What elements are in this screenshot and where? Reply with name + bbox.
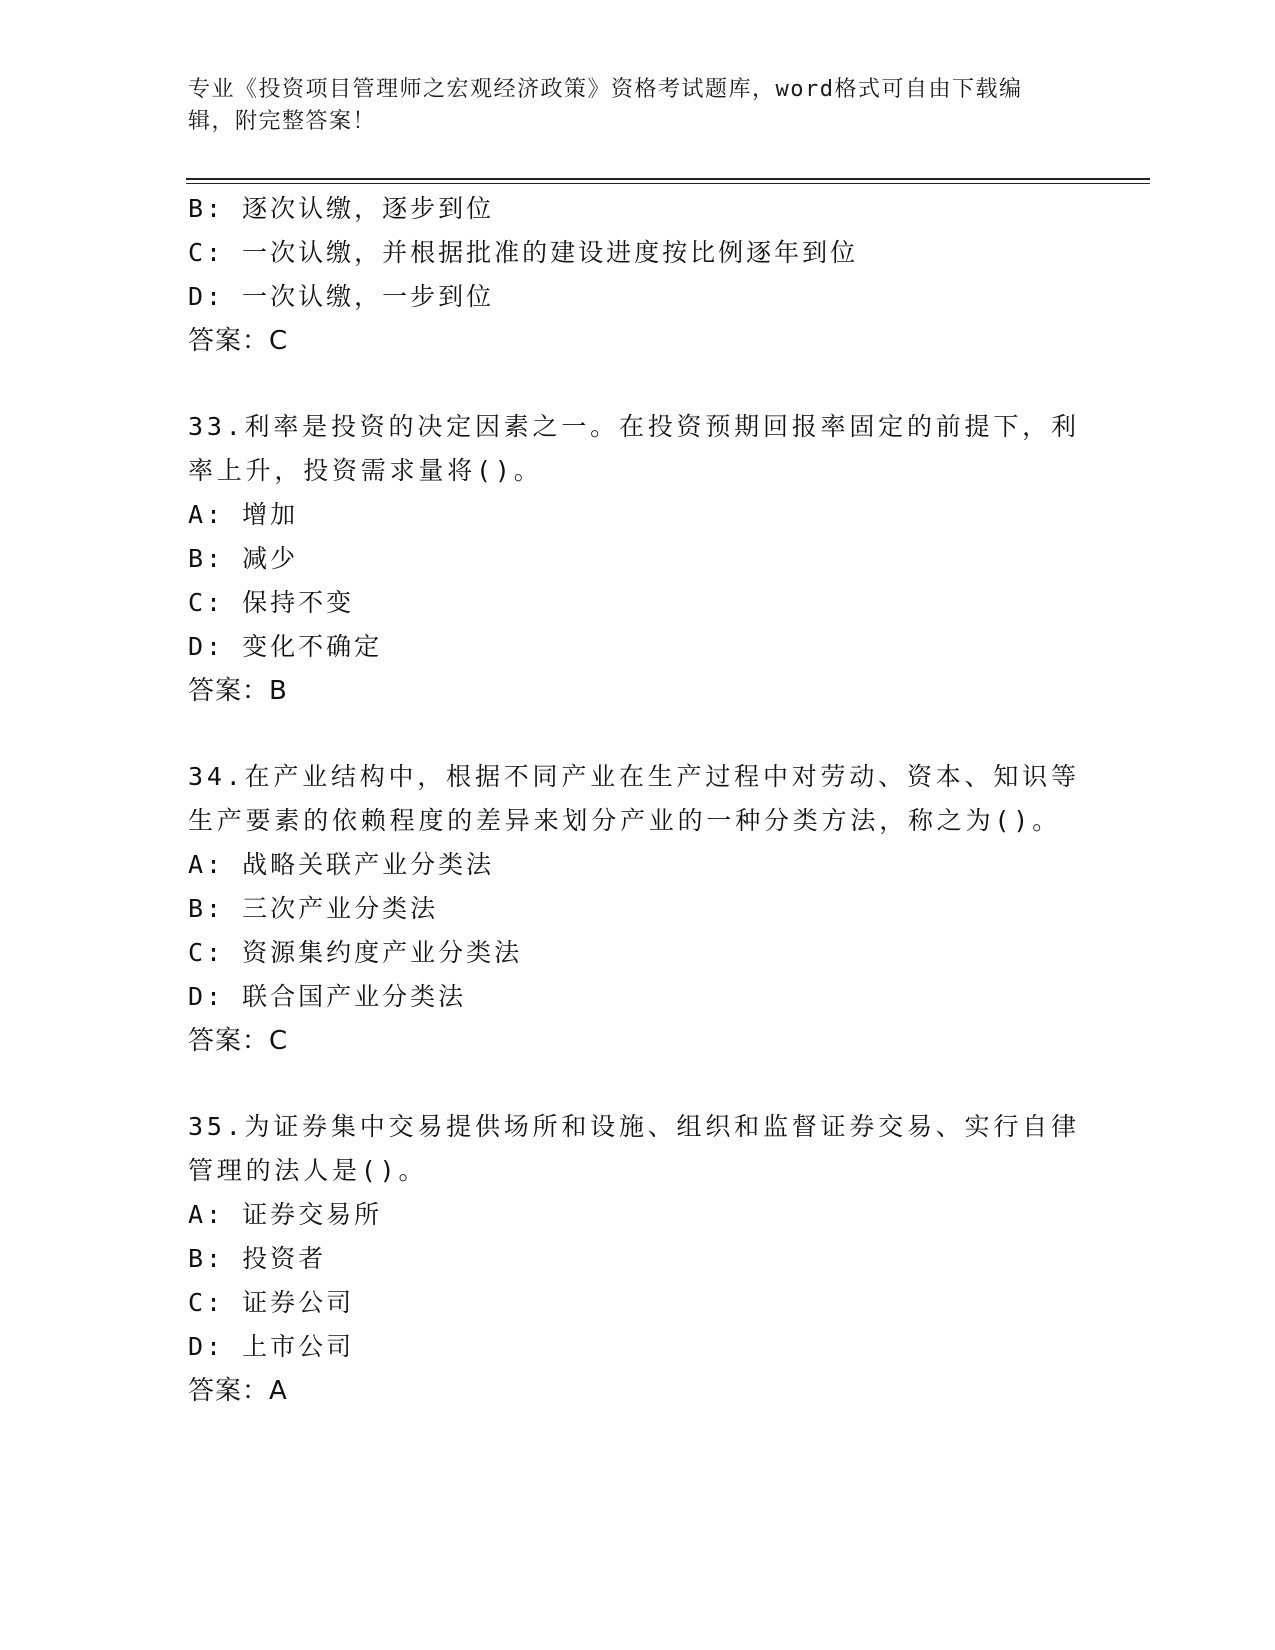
option-c: C: 一次认缴，并根据批准的建设进度按比例逐年到位: [188, 238, 859, 267]
question-35-option-a: A: 证券交易所: [188, 1200, 383, 1229]
header-divider-thick: [186, 178, 1150, 180]
question-33-text-line-1: 33.利率是投资的决定因素之一。在投资预期回报率固定的前提下，利: [188, 412, 1080, 441]
question-35-option-b: B: 投资者: [188, 1244, 327, 1273]
question-34-text-line-2: 生产要素的依赖程度的差异来划分产业的一种分类方法，称之为()。: [188, 806, 1061, 835]
question-35-answer: 答案：A: [188, 1376, 288, 1406]
question-33-text-line-2: 率上升，投资需求量将()。: [188, 456, 543, 485]
question-35-option-c: C: 证券公司: [188, 1288, 355, 1317]
header-divider-thin: [186, 183, 1150, 184]
question-34-option-c: C: 资源集约度产业分类法: [188, 938, 523, 967]
question-33-answer: 答案：B: [188, 676, 288, 706]
option-b: B: 逐次认缴，逐步到位: [188, 194, 495, 223]
question-33-option-b: B: 减少: [188, 544, 299, 573]
question-34-text-line-1: 34.在产业结构中，根据不同产业在生产过程中对劳动、资本、知识等: [188, 762, 1080, 791]
question-33-option-a: A: 增加: [188, 500, 299, 529]
question-34-answer: 答案：C: [188, 1026, 289, 1056]
header-line-1: 专业《投资项目管理师之宏观经济政策》资格考试题库，word格式可自由下载编: [188, 77, 1023, 102]
document-header: [188, 74, 1068, 138]
question-34-option-d: D: 联合国产业分类法: [188, 982, 467, 1011]
question-34-option-b: B: 三次产业分类法: [188, 894, 439, 923]
question-35-text-line-1: 35.为证券集中交易提供场所和设施、组织和监督证券交易、实行自律: [188, 1112, 1080, 1141]
question-33-option-d: D: 变化不确定: [188, 632, 383, 661]
question-35-option-d: D: 上市公司: [188, 1332, 355, 1361]
question-33-option-c: C: 保持不变: [188, 588, 355, 617]
header-line-2: 辑，附完整答案！: [188, 109, 377, 134]
option-d: D: 一次认缴，一步到位: [188, 282, 495, 311]
question-35-text-line-2: 管理的法人是()。: [188, 1156, 428, 1185]
answer: 答案：C: [188, 326, 289, 356]
question-34-option-a: A: 战略关联产业分类法: [188, 850, 495, 879]
